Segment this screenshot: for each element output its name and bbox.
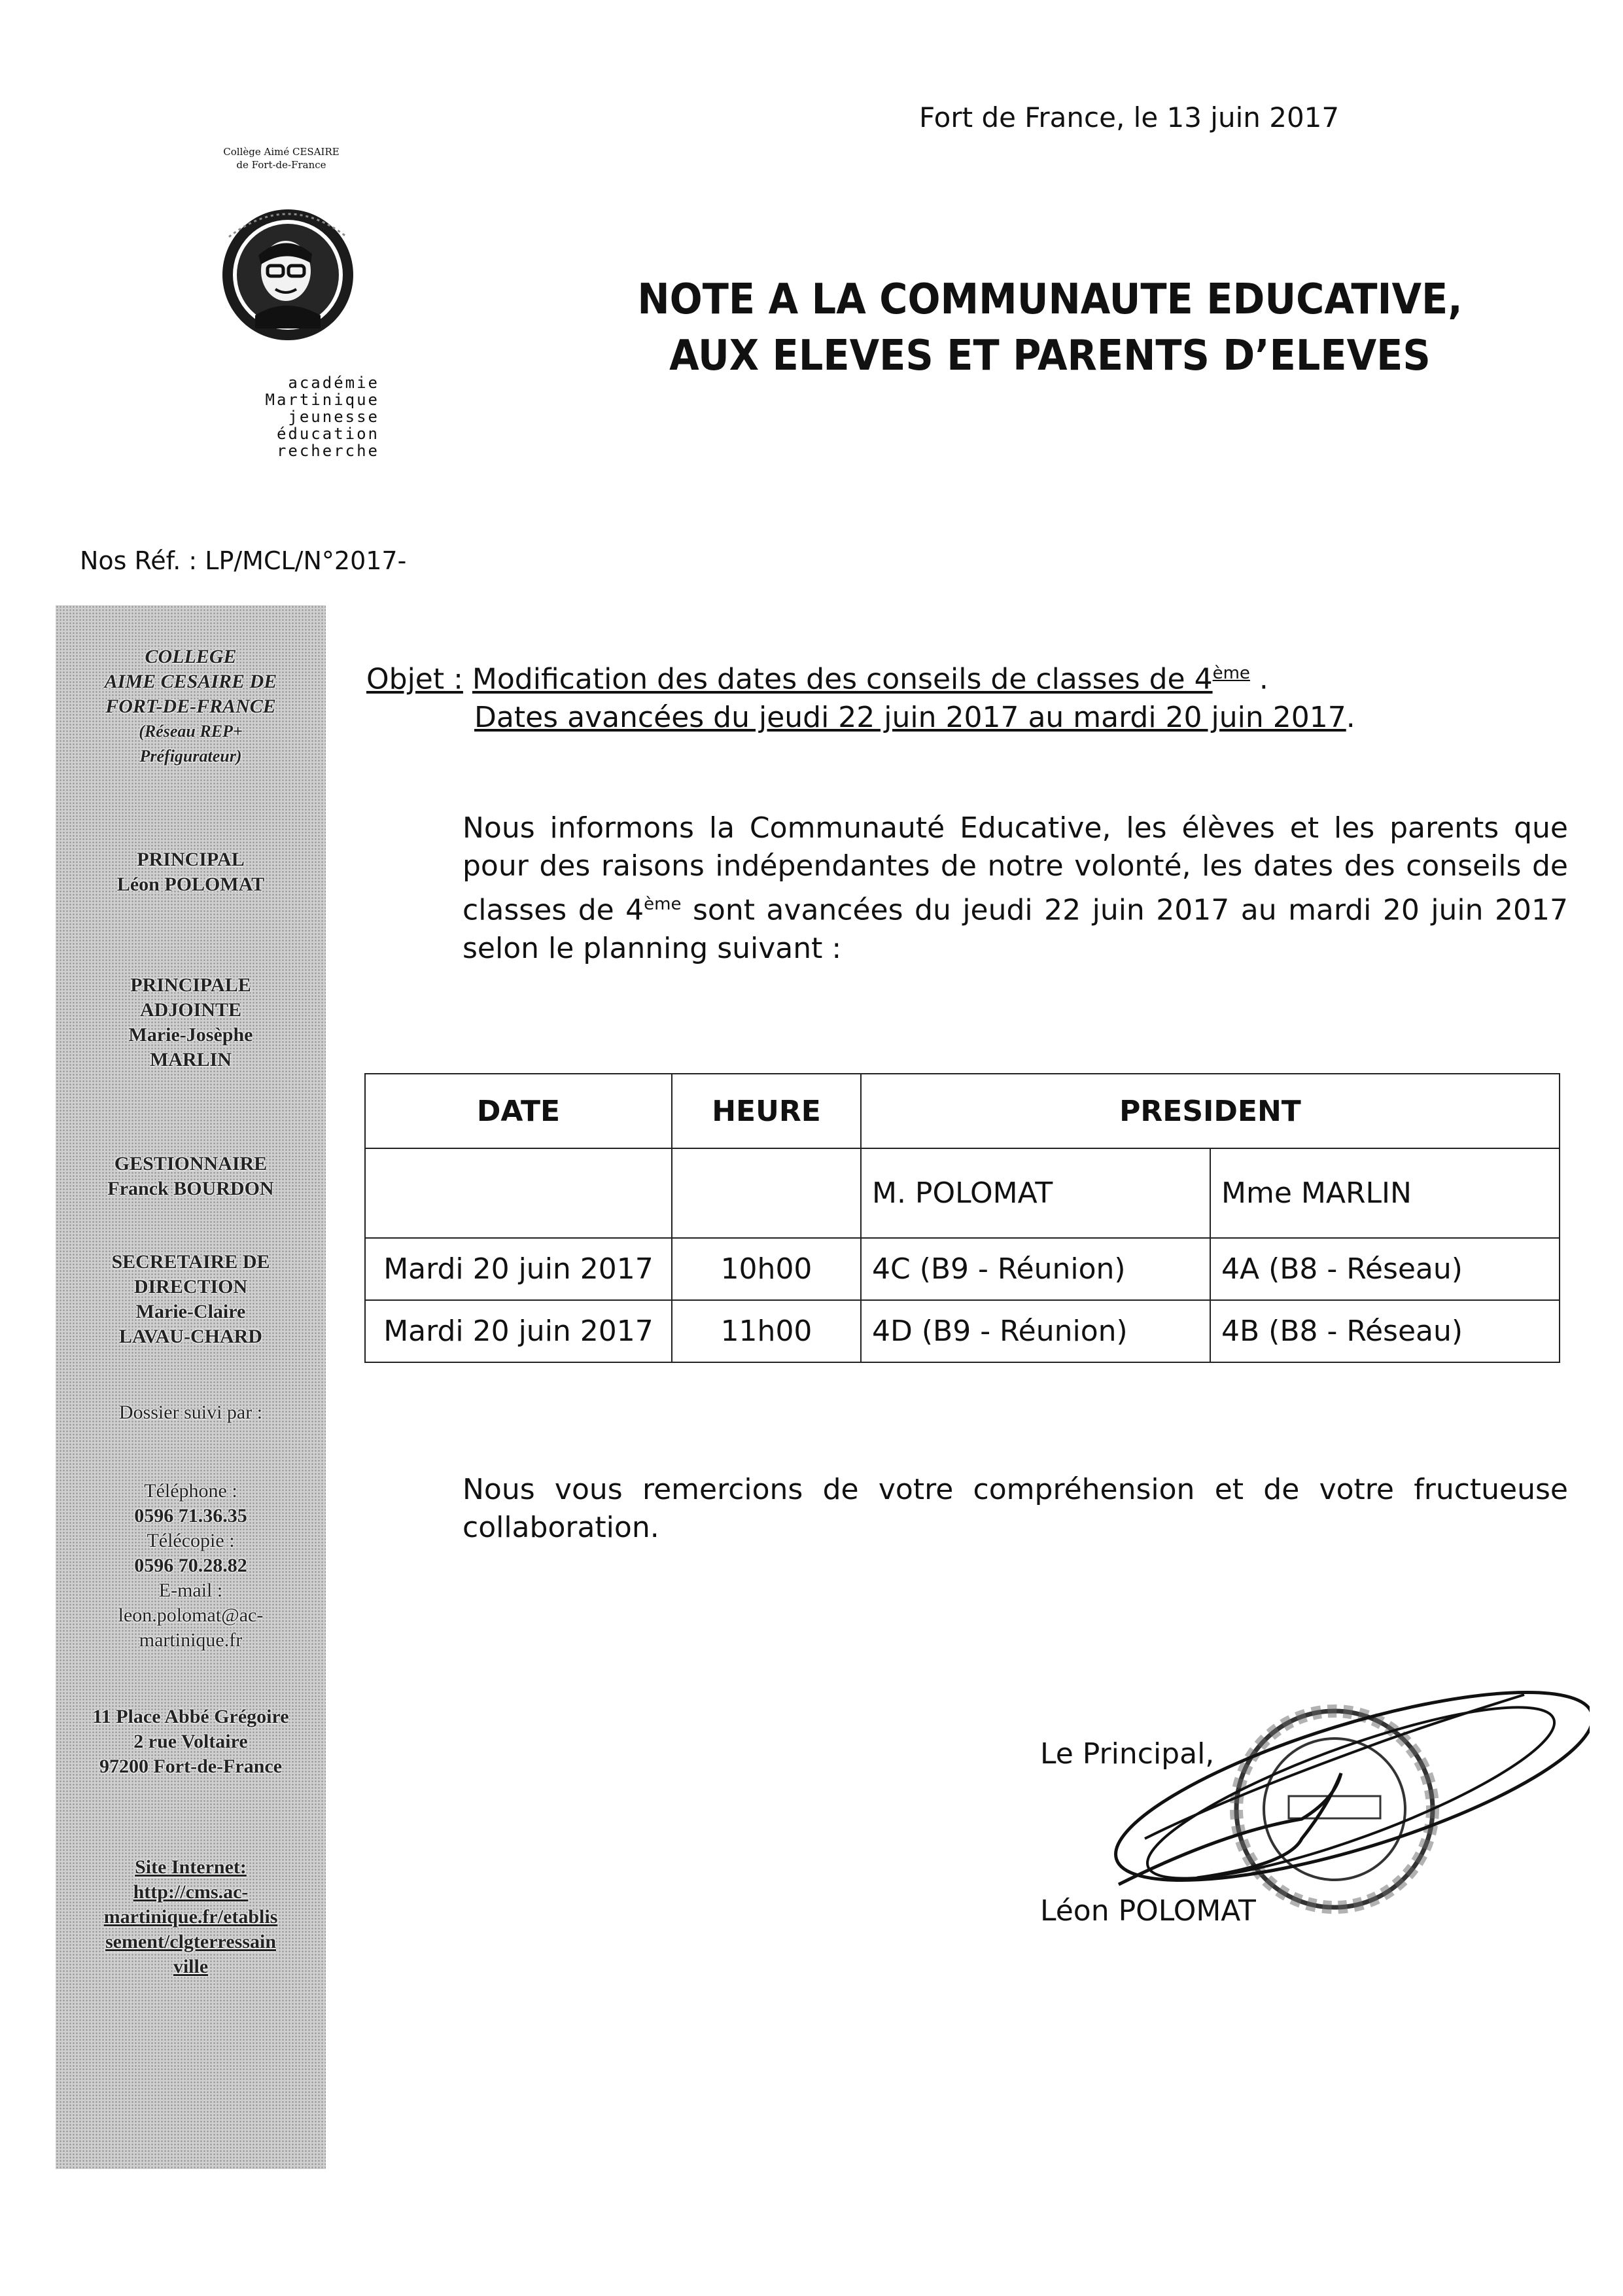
signature-block — [1040, 1737, 1577, 1953]
reference: Nos Réf. : LP/MCL/N°2017- — [80, 546, 407, 575]
academie-line: jeunesse — [288, 408, 379, 426]
president-marlin: Mme MARLIN — [1210, 1148, 1560, 1238]
sidebar-principal — [56, 847, 326, 897]
sidebar-line: 11 Place Abbé Grégoire — [92, 1706, 289, 1727]
sidebar-line: Télécopie : — [147, 1530, 235, 1551]
sidebar-line: AIME CESAIRE DE — [104, 671, 277, 692]
object-text: Modification des dates des conseils de classes de 4 — [472, 662, 1213, 696]
sidebar-line: Site Internet: — [135, 1856, 247, 1878]
document-title — [602, 272, 1499, 384]
row-hour: 11h00 — [672, 1300, 861, 1362]
sidebar-line: 97200 Fort-de-France — [99, 1756, 283, 1777]
sidebar-line: Préfigurateur) — [139, 747, 242, 766]
object-superscript: ème — [1212, 663, 1250, 683]
logo-school-name — [170, 145, 393, 171]
sidebar-line: COLLEGE — [145, 646, 237, 667]
place-date: Fort de France, le 13 juin 2017 — [919, 101, 1340, 133]
table-row — [365, 1238, 1560, 1300]
row-class-marlin: 4A (B8 - Réseau) — [1210, 1238, 1560, 1300]
signature-role: Le Principal, — [1040, 1737, 1215, 1771]
row-class-polomat: 4D (B9 - Réunion) — [861, 1300, 1210, 1362]
email-address[interactable]: martinique.fr — [139, 1629, 243, 1651]
sidebar-line: (Réseau REP+ — [139, 722, 243, 741]
header-date: DATE — [365, 1074, 672, 1148]
row-class-polomat: 4C (B9 - Réunion) — [861, 1238, 1210, 1300]
sidebar-line: Franck BOURDON — [107, 1178, 274, 1199]
logo-school-line: Collège Aimé CESAIRE — [223, 146, 340, 158]
intro-paragraph — [462, 809, 1568, 968]
intro-text: Nous informons la Communauté Educative, les élèves et les parents que pour des raisons indépendantes de notre volonté, les dates des conseils de classes de 4 — [462, 811, 1568, 927]
schedule-table — [364, 1073, 1560, 1363]
academie-line: Martinique — [265, 391, 379, 409]
sidebar-line: E-mail : — [158, 1580, 223, 1601]
object-label: Objet : — [366, 662, 463, 696]
object-line2-end: . — [1346, 700, 1355, 734]
object-dates: Dates avancées du jeudi 22 juin 2017 au mardi 20 juin 2017 — [474, 700, 1346, 734]
academie-line: recherche — [276, 442, 379, 460]
title-line: NOTE A LA COMMUNAUTE EDUCATIVE, — [637, 275, 1463, 324]
email-address[interactable]: leon.polomat@ac- — [118, 1604, 264, 1626]
intro-superscript: ème — [644, 894, 682, 914]
table-header-row — [365, 1074, 1560, 1148]
sidebar-contact — [56, 1479, 326, 1653]
object-section — [366, 654, 1355, 737]
website-link[interactable]: http://cms.ac- — [133, 1881, 249, 1903]
academie-line: éducation — [276, 425, 379, 443]
row-hour: 10h00 — [672, 1238, 861, 1300]
sidebar-line: ADJOINTE — [139, 999, 242, 1021]
row-class-marlin: 4B (B8 - Réseau) — [1210, 1300, 1560, 1362]
header-president: PRESIDENT — [861, 1074, 1560, 1148]
sidebar-line: SECRETAIRE DE — [111, 1251, 270, 1273]
portrait-medallion-icon — [213, 198, 363, 348]
fax-number: 0596 70.28.82 — [134, 1555, 247, 1576]
sidebar-website — [56, 1855, 326, 1979]
table-subheader-row — [365, 1148, 1560, 1238]
intro-text-end: sont avancées du jeudi 22 juin 2017 au mardi 20 juin 2017 selon le planning suivant : — [462, 893, 1568, 965]
sidebar-line: PRINCIPALE — [130, 974, 251, 996]
table-row — [365, 1300, 1560, 1362]
sidebar-secretaire — [56, 1250, 326, 1349]
sidebar-dossier: Dossier suivi par : — [118, 1402, 263, 1423]
empty-cell — [365, 1148, 672, 1238]
object-line-1 — [366, 654, 1355, 699]
sidebar-gestionnaire — [56, 1152, 326, 1201]
row-date: Mardi 20 juin 2017 — [365, 1300, 672, 1362]
sidebar-line: MARLIN — [150, 1049, 232, 1070]
sidebar-adjointe — [56, 973, 326, 1072]
sidebar-address — [56, 1704, 326, 1779]
sidebar-line: DIRECTION — [133, 1276, 248, 1298]
sidebar-line: GESTIONNAIRE — [114, 1153, 268, 1174]
empty-cell — [672, 1148, 861, 1238]
signature-name: Léon POLOMAT — [1040, 1894, 1256, 1928]
header-hour: HEURE — [672, 1074, 861, 1148]
sidebar-line: Léon POLOMAT — [116, 874, 265, 895]
website-link[interactable]: martinique.fr/etablis — [103, 1906, 278, 1928]
sidebar-line: Marie-Josèphe — [128, 1024, 253, 1046]
sidebar-college — [56, 645, 326, 769]
title-line: AUX ELEVES ET PARENTS D’ELEVES — [669, 332, 1431, 380]
sidebar-line: Marie-Claire — [135, 1301, 246, 1322]
telephone-number: 0596 71.36.35 — [134, 1505, 247, 1527]
school-logo — [170, 145, 393, 472]
sidebar-line: LAVAU-CHARD — [119, 1326, 262, 1347]
closing-paragraph: Nous vous remercions de votre compréhension et de votre fructueuse collaboration. — [462, 1473, 1568, 1544]
academie-wordmark — [209, 374, 379, 459]
sidebar-line: PRINCIPAL — [137, 849, 245, 870]
row-date: Mardi 20 juin 2017 — [365, 1238, 672, 1300]
sidebar-line: FORT-DE-FRANCE — [105, 696, 276, 717]
sidebar — [56, 605, 326, 2169]
website-link[interactable]: sement/clgterressain — [105, 1931, 277, 1952]
object-line-2 — [366, 699, 1355, 737]
object-line1-end: . — [1249, 662, 1268, 696]
sidebar-line: Téléphone : — [144, 1480, 237, 1502]
academie-line: académie — [288, 374, 379, 392]
president-polomat: M. POLOMAT — [861, 1148, 1210, 1238]
logo-school-line: de Fort-de-France — [236, 159, 326, 171]
website-link[interactable]: ville — [173, 1956, 209, 1977]
sidebar-line: 2 rue Voltaire — [133, 1731, 248, 1752]
